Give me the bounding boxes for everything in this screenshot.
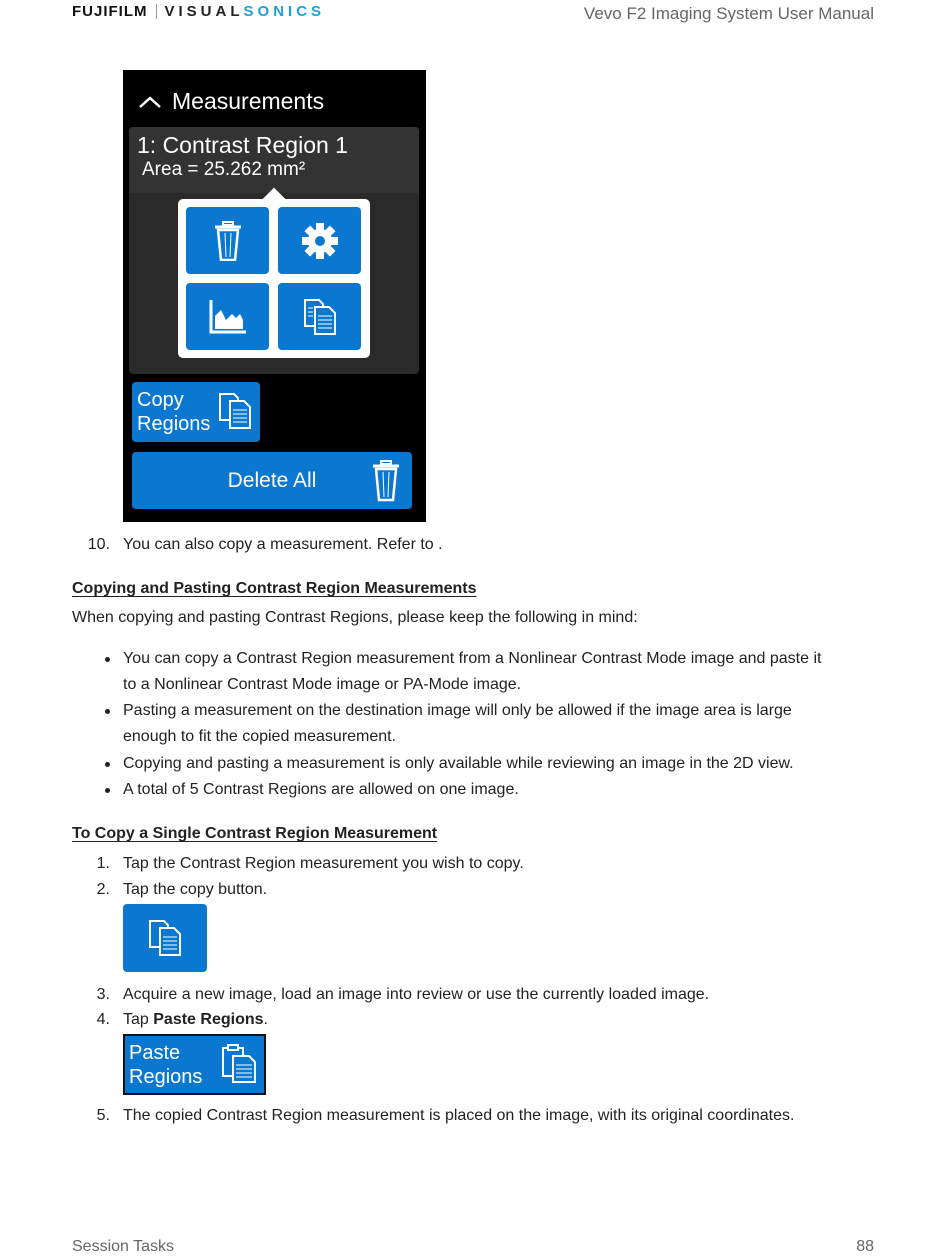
chevron-up-icon <box>138 95 162 109</box>
copy-icon <box>148 919 182 957</box>
logo-visual: VISUAL <box>164 3 244 20</box>
step-text: The copied Contrast Region measurement is placed on the image, with its original coordinates. <box>123 1107 795 1124</box>
bullet-line: to a Nonlinear Contrast Mode image or PA-Mode image. <box>123 676 522 693</box>
step-number: 2. <box>96 881 110 898</box>
logo-fujifilm: FUJIFILM <box>72 3 148 20</box>
area-chart-icon <box>208 298 248 336</box>
delete-measurement-button[interactable] <box>186 207 269 274</box>
measurements-title: Measurements <box>172 88 325 114</box>
section-heading: Copying and Pasting Contrast Region Measurements <box>72 580 477 597</box>
step-number: 3. <box>96 986 110 1003</box>
step-number: 4. <box>96 1011 110 1028</box>
measurements-panel-figure <box>123 70 426 522</box>
page-number: 88 <box>856 1238 874 1255</box>
bullet-item <box>123 646 821 698</box>
copy-icon <box>218 392 252 430</box>
delete-all-label: Delete All <box>227 468 317 492</box>
bullet-item <box>123 698 792 750</box>
bullet-line: You can copy a Contrast Region measurement from a Nonlinear Contrast Mode image and paste it <box>123 650 822 667</box>
step-text-post: . <box>263 1011 268 1028</box>
step-number: 5. <box>96 1107 110 1124</box>
footer-section: Session Tasks <box>72 1238 174 1255</box>
step-text-pre: Tap <box>123 1011 154 1028</box>
bullet-line: A total of 5 Contrast Regions are allowed on one image. <box>123 781 519 798</box>
measurements-header[interactable] <box>138 88 324 115</box>
gear-icon <box>301 222 339 260</box>
bullet-line: Copying and pasting a measurement is only available while reviewing an image in the 2D view. <box>123 755 794 772</box>
settings-button[interactable] <box>278 207 361 274</box>
step-number: 10. <box>87 536 110 553</box>
bullet-line: enough to fit the copied measurement. <box>123 728 397 745</box>
paste-label-1: Paste <box>129 1042 181 1064</box>
logo-divider <box>156 4 157 19</box>
copy-regions-label-2: Regions <box>137 413 211 435</box>
copy-button-figure <box>123 904 207 972</box>
step-text <box>123 1007 268 1033</box>
section-heading: To Copy a Single Contrast Region Measurement <box>72 825 438 842</box>
trash-icon <box>372 460 400 502</box>
step-text: You can also copy a measurement. Refer to . <box>123 536 443 553</box>
step-number: 1. <box>96 855 110 872</box>
copy-measurement-button[interactable] <box>278 283 361 350</box>
measurement-action-popup <box>178 199 370 358</box>
document-title: Vevo F2 Imaging System User Manual <box>583 4 874 23</box>
bullet-item <box>123 751 794 777</box>
paste-regions-button-figure <box>123 1034 266 1095</box>
measurement-item-value: Area = 25.262 mm² <box>142 159 306 180</box>
step-text: Acquire a new image, load an image into review or use the currently loaded image. <box>123 986 710 1003</box>
copy-regions-label-1: Copy <box>137 389 184 411</box>
section-intro: When copying and pasting Contrast Regions, please keep the following in mind: <box>72 609 638 626</box>
measurement-item-title: 1: Contrast Region 1 <box>137 132 348 158</box>
trash-icon <box>214 221 242 261</box>
histogram-button[interactable] <box>186 283 269 350</box>
paste-label-2: Regions <box>129 1066 203 1088</box>
logo-sonics: SONICS <box>243 3 326 20</box>
clipboard-paste-icon <box>221 1044 257 1084</box>
fujifilm-visualsonics-logo <box>72 3 325 20</box>
copy-icon <box>303 298 337 336</box>
step-text: Tap the Contrast Region measurement you wish to copy. <box>123 855 524 872</box>
delete-all-button[interactable] <box>132 452 412 509</box>
step-text: Tap the copy button. <box>123 881 268 898</box>
copy-regions-button[interactable] <box>132 382 260 442</box>
bullet-item <box>123 777 519 803</box>
step-text-bold: Paste Regions <box>153 1011 264 1028</box>
bullet-line: Pasting a measurement on the destination image will only be allowed if the image area is large <box>123 702 792 719</box>
